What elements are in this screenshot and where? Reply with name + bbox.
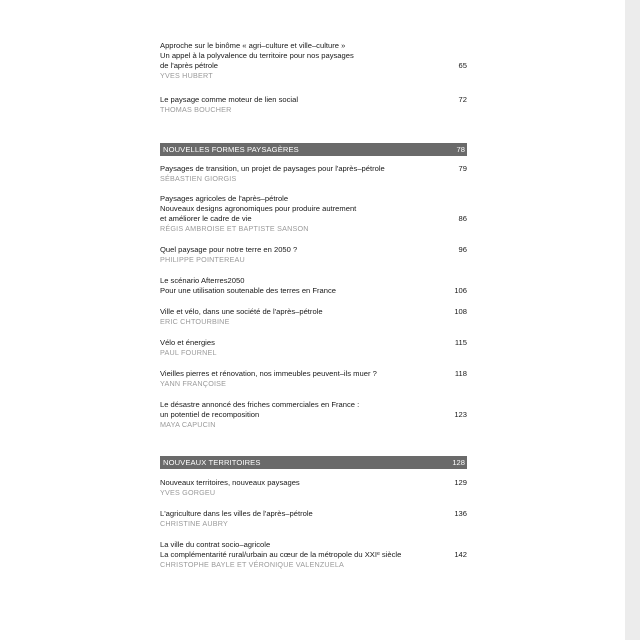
entry-title-line: Ville et vélo, dans une société de l'après–pétrole (160, 307, 323, 316)
entry-title (160, 276, 450, 296)
toc-entry[interactable] (160, 276, 467, 296)
entry-title-line: Vieilles pierres et rénovation, nos immeubles peuvent–ils muer ? (160, 369, 377, 378)
entry-author: PAUL FOURNEL (160, 348, 217, 357)
entry-author: PHILIPPE POINTEREAU (160, 255, 245, 264)
entry-page-number: 106 (454, 286, 467, 295)
entry-title-line: L'agriculture dans les villes de l'après–pétrole (160, 509, 313, 518)
entry-page-number: 72 (458, 95, 467, 104)
entry-title (160, 369, 450, 379)
entry-title-line: et améliorer le cadre de vie (160, 214, 252, 223)
entry-author: THOMAS BOUCHER (160, 105, 232, 114)
entry-page-number: 118 (454, 369, 467, 378)
entry-title-line: Nouveaux territoires, nouveaux paysages (160, 478, 300, 487)
entry-title (160, 540, 450, 560)
entry-page-number: 123 (454, 410, 467, 419)
entry-page-number: 129 (454, 478, 467, 487)
entry-title-line: Pour une utilisation soutenable des terres en France (160, 286, 337, 295)
entry-title-line: Le scénario Afterres2050 (160, 276, 245, 285)
toc-entry[interactable] (160, 369, 467, 389)
entry-title-line: Un appel à la polyvalence du territoire pour nos paysages (160, 51, 354, 60)
entry-page-number: 115 (454, 338, 467, 347)
entry-author: YVES HUBERT (160, 71, 213, 80)
entry-author: RÉGIS AMBROISE ET BAPTISTE SANSON (160, 224, 309, 233)
entry-title-line: Le paysage comme moteur de lien social (160, 95, 299, 104)
section-header[interactable] (160, 143, 467, 156)
toc-entry[interactable] (160, 194, 467, 234)
entry-title (160, 41, 450, 71)
entry-title (160, 245, 450, 255)
toc-entry[interactable] (160, 245, 467, 265)
entry-title-line: Paysages de transition, un projet de paysages pour l'après–pétrole (160, 164, 385, 173)
entry-title (160, 478, 450, 488)
toc-entry[interactable] (160, 400, 467, 430)
toc-entry[interactable] (160, 95, 467, 115)
entry-title (160, 307, 450, 317)
section-page-number: 78 (456, 145, 465, 154)
entry-author: MAYA CAPUCIN (160, 420, 216, 429)
entry-page-number: 108 (454, 307, 467, 316)
entry-page-number: 96 (458, 245, 467, 254)
entry-page-number: 79 (458, 164, 467, 173)
entry-title-line: Le désastre annoncé des friches commerciales en France : (160, 400, 360, 409)
entry-title (160, 509, 450, 519)
table-of-contents (160, 41, 467, 570)
entry-page-number: 86 (458, 214, 467, 223)
toc-entry[interactable] (160, 509, 467, 529)
entry-title-line: Approche sur le binôme « agri–culture et ville–culture » (160, 41, 346, 50)
entry-title-line: Paysages agricoles de l'après–pétrole (160, 194, 289, 203)
entry-title (160, 164, 450, 174)
entry-page-number: 142 (454, 550, 467, 559)
entry-title-line: Nouveaux designs agronomiques pour produire autrement (160, 204, 357, 213)
entry-title (160, 338, 450, 348)
entry-title (160, 194, 450, 224)
section-title: NOUVELLES FORMES PAYSAGÈRES (163, 145, 299, 154)
entry-author: CHRISTINE AUBRY (160, 519, 228, 528)
entry-page-number: 65 (458, 61, 467, 70)
entry-author: SÉBASTIEN GIORGIS (160, 174, 237, 183)
entry-page-number: 136 (454, 509, 467, 518)
entry-title-line: La complémentarité rural/urbain au cœur de la métropole du XXIᵉ siècle (160, 550, 402, 559)
entry-title-line: La ville du contrat socio–agricole (160, 540, 271, 549)
group-b (160, 164, 467, 430)
entry-author: ERIC CHTOURBINE (160, 317, 230, 326)
toc-entry[interactable] (160, 478, 467, 498)
entry-title (160, 95, 450, 105)
toc-entry[interactable] (160, 338, 467, 358)
section-header[interactable] (160, 456, 467, 469)
entry-title (160, 400, 450, 420)
toc-entry[interactable] (160, 164, 467, 184)
toc-entry[interactable] (160, 540, 467, 570)
section-page-number: 128 (452, 458, 465, 467)
toc-entry[interactable] (160, 41, 467, 81)
entry-author: CHRISTOPHE BAYLE ET VÉRONIQUE VALENZUELA (160, 560, 345, 569)
section-title: NOUVEAUX TERRITOIRES (163, 458, 261, 467)
group-c (160, 478, 467, 570)
toc-entry[interactable] (160, 307, 467, 327)
group-a (160, 41, 467, 115)
entry-title-line: un potentiel de recomposition (160, 410, 260, 419)
entry-title-line: Vélo et énergies (160, 338, 215, 347)
entry-title-line: de l'après pétrole (160, 61, 219, 70)
entry-author: YVES GORGEU (160, 488, 216, 497)
entry-author: YANN FRANÇOISE (160, 379, 227, 388)
page-gutter (625, 0, 640, 640)
entry-title-line: Quel paysage pour notre terre en 2050 ? (160, 245, 298, 254)
